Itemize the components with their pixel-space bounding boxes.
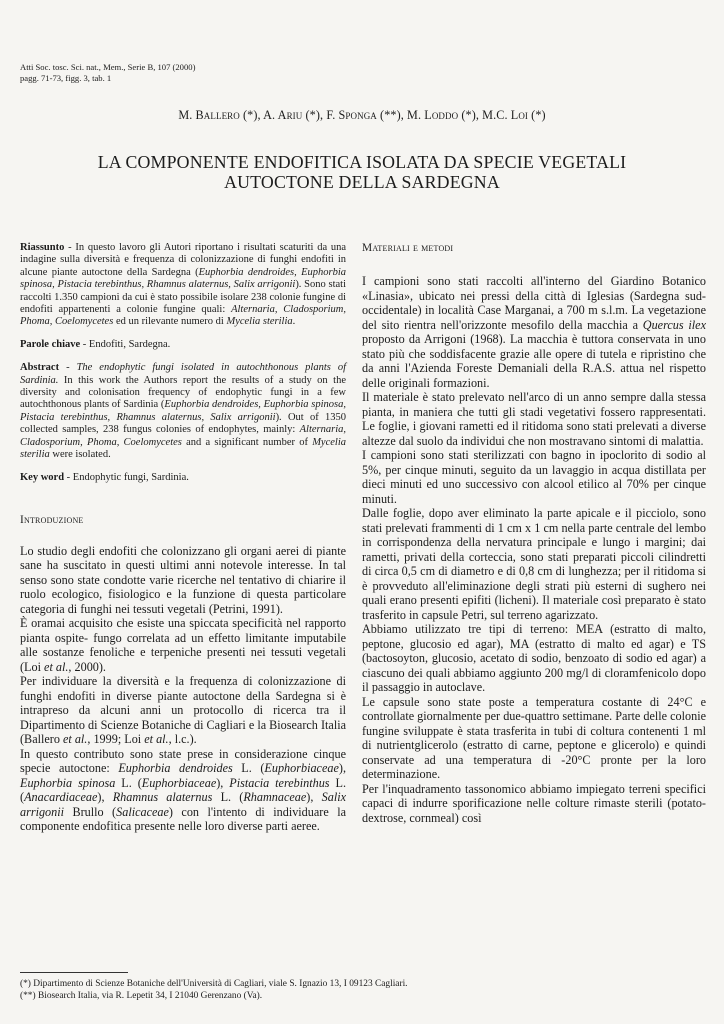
family-name: Euphorbiaceae	[264, 761, 339, 776]
intro-paragraph-4	[20, 747, 346, 834]
text: L. (	[232, 761, 265, 776]
species-list: Euphorbia dendroides, Euphorbia spinosa, Pistacia terebinthus, Rhamnus alaternus, Salix arrigonii	[20, 266, 347, 291]
methods-paragraph-4: Dalle foglie, dopo aver eliminato la parte apicale e il picciolo, sono stati prelevati frammenti di 1 cm x 1 cm nella parte centrale del lembo in corrispondenza della nervatura principale e lungo i margini; dai rametti, privati della corteccia, sono stati preparati piccoli cilindretti di circa 0,5 cm di diametro e di 0,8 cm di lunghezza; per il ritidoma si è provveduto all'eliminazione degli strati più esterni di sughero nei quali erano presenti epifiti (licheni). Il materiale così preparato è stato trasferito in capsule Petri, sul terreno agarizzato.	[362, 506, 706, 622]
genera-list: Alternaria, Cladosporium, Phoma, Coelomycetes	[20, 304, 346, 328]
methods-paragraph-7: Per l'inquadramento tassonomico abbiamo impiegato terreni specifici capaci di indurre sporificazione nelle colture rimaste sterili (potato-dextrose, cornmeal) così	[362, 781, 706, 825]
keyword-label: Key word	[20, 471, 65, 483]
parole-chiave	[20, 339, 346, 351]
family-name: Anacardiaceae	[24, 790, 98, 805]
intro-paragraph-3	[20, 674, 346, 747]
et-al: et al.	[144, 732, 169, 747]
riassunto-paragraph	[20, 242, 346, 329]
methods-paragraph-5: Abbiamo utilizzato tre tipi di terreno: MEA (estratto di malto, peptone, glucosio ed agar), MA (estratto di malto ed agar) e TS (bactosoyton, glucosio, acetato di sodio, benzoato di sodio ed agar) a ciascuno dei quali abbiamo aggiunto 200 mg/l di cloramfenicolo dopo il passaggio in autoclave.	[362, 622, 706, 694]
text: L. (	[212, 790, 244, 805]
abstract-paragraph	[20, 362, 346, 461]
text: ),	[216, 775, 230, 790]
text: - Endophytic fungi, Sardinia.	[64, 471, 189, 483]
intro-paragraph-2	[20, 616, 346, 674]
left-column	[20, 242, 346, 834]
genera-list: Alternaria, Cladosporium, Phoma, Coelomycetes	[20, 424, 346, 448]
text: L. (	[115, 775, 142, 790]
key-word	[20, 472, 346, 484]
species-name: Rhamnus alaternus	[112, 790, 213, 805]
text: ed un rilevante numero di	[113, 316, 227, 328]
footnotes	[20, 978, 408, 1002]
species-name: Salix arrigonii	[20, 790, 346, 819]
journal-line-1: Atti Soc. tosc. Sci. nat., Mem., Serie B, 107 (2000)	[20, 62, 196, 72]
paper-title	[0, 152, 724, 192]
title-line-1: LA COMPONENTE ENDOFITICA ISOLATA DA SPECIE VEGETALI	[97, 152, 627, 172]
species-list: Euphorbia dendroides, Euphorbia spinosa, Pistacia terebinthus, Rhamnus alaternus, Salix arrigonii	[20, 399, 346, 423]
text: , 1999; Loi	[87, 732, 145, 747]
text: and a significant number of	[181, 436, 313, 448]
methods-paragraph-6: Le capsule sono state poste a temperatura costante di 24°C e controllate giornalmente per due-quattro settimane. Parte delle colonie fungine sviluppate è stata trasferita in tubi di coltura contenenti 1 ml di nutrientglicerolo (estratto di carne, peptone e glicerolo) e quindi conservate ad una temperatura di -20°C pronte per la loro determinazione.	[362, 694, 706, 781]
family-name: Rhamnaceae	[243, 790, 307, 805]
text: I campioni sono stati raccolti all'interno del Giardino Botanico «Linasia», ubicato nei pressi della città di Iglesias (Sardegna sud-occidentale) in località Case Marganai, a 700 m s.l.m. La vegetazione del sito rientra nell'orizzonte mesofilo della macchia a	[362, 274, 706, 332]
text: - Endofiti, Sardegna.	[80, 338, 171, 350]
text: .	[292, 316, 296, 328]
text: , 2000).	[68, 659, 106, 674]
text: -	[59, 362, 77, 374]
text: ). Sono stati raccolti 1.350 campioni da cui è stato possibile isolare 238 colonie fungine di endofiti appartenenti a colonie fungine quali:	[20, 279, 346, 316]
right-column	[362, 242, 706, 825]
text: In this work the Authors report the results of a study on the diversity and colonisation frequency of endophytic fungi in a few autochthonous plants of Sardinia (	[20, 374, 346, 411]
methods-paragraph-3: I campioni sono stati sterilizzati con bagno in ipoclorito di sodio al 5%, per cinque minuti, seguito da un lavaggio in acqua distillata per dieci minuti ed uno successivo con alcool etilico al 70% per cinque minuti.	[362, 448, 706, 506]
author-list: M. Ballero (*), A. Ariu (*), F. Sponga (**), M. Loddo (*), M.C. Loi (*)	[178, 108, 546, 122]
text: , l.c.).	[168, 732, 197, 747]
materiali-heading: Materiali e metodi	[362, 242, 454, 254]
text: ). Out of 1350 collected samples, 238 fungus colonies of endophytes, mainly:	[20, 411, 347, 436]
footnote-2: (**) Biosearch Italia, via R. Lepetit 34, I 21040 Gerenzano (Va).	[20, 991, 263, 1001]
species-name: Quercus ilex	[642, 317, 707, 332]
methods-paragraph-1	[362, 274, 706, 390]
intro-paragraph-1: Lo studio degli endofiti che colonizzano gli organi aerei di piante sane ha suscitato in questi ultimi anni notevole interesse. In tal senso sono state condotte varie ricerche nel tentativo di chiarire il ruolo ecologico, fisiologico e la funzione di questa particolare categoria di funghi nei tessuti vegetali (Petrini, 1991).	[20, 543, 346, 616]
abstract-label: Abstract	[20, 362, 60, 374]
footnote-1: (*) Dipartimento di Scienze Botaniche dell'Università di Cagliari, viale S. Ignazio 13, I 09123 Cagliari.	[20, 979, 408, 989]
title-line-2: AUTOCTONE DELLA SARDEGNA	[224, 172, 500, 192]
text: ) con l'intento di individuare la componente endofitica presente nelle loro diverse parti aeree.	[20, 804, 346, 834]
text: - In questo lavoro gli Autori riportano i risultati scaturiti da una indagine sulla diversità e frequenza di colonizzazione di funghi endofiti in alcune piante autoctone della Sardegna (	[20, 242, 346, 278]
species-name: Pistacia terebinthus	[229, 775, 330, 790]
et-al: et al.	[44, 659, 69, 674]
methods-paragraph-2: Il materiale è stato prelevato nell'arco di un anno sempre dalla stessa pianta, in maniera che tutti gli stadi vegetativi fossero rappresentati. Le foglie, i giovani rametti ed il ritidoma sono stati prelevati a diverse altezze dal suolo da individui che non mostravano sintomi di malattia.	[362, 390, 706, 448]
journal-citation	[20, 62, 195, 84]
mycelia-term: Mycelia sterilia	[20, 436, 346, 461]
text: were isolated.	[49, 449, 111, 461]
abstract-title: The endophytic fungi isolated in autochthonous plants of Sardinia.	[20, 362, 346, 386]
introduzione-heading: Introduzione	[20, 513, 84, 526]
mycelia-term: Mycelia sterilia	[226, 316, 293, 328]
parole-label: Parole chiave	[20, 338, 81, 350]
text: proposto da Arrigoni (1968). La macchia è tuttora conservata in uno stato più che soddisfacente grazie alle opere di tutela e ripristino che da anni l'Azienda Foreste Demaniali della R.A.S. attua nel rispetto delle originali formazioni.	[362, 332, 706, 390]
journal-line-2: pagg. 71-73, figg. 3, tab. 1	[20, 73, 112, 83]
et-al: et al.	[62, 732, 88, 747]
text: In questo contributo sono state prese in considerazione cinque specie autoctone:	[20, 746, 346, 776]
text: Brullo (	[64, 804, 117, 819]
text: È oramai acquisito che esiste una spiccata specificità nel rapporto pianta ospite- fungo correlata ad un effetto limitante imputabile alle sostanze fenoliche e terpeniche presenti nei tessuti vegetali (Loi	[20, 616, 346, 674]
text: ),	[97, 790, 113, 805]
text: ),	[306, 790, 322, 805]
family-name: Euphorbiaceae	[141, 775, 217, 790]
species-name: Euphorbia dendroides	[118, 761, 233, 776]
riassunto-label: Riassunto	[20, 242, 65, 253]
species-name: Euphorbia spinosa	[20, 775, 116, 790]
footnote-rule	[20, 972, 128, 973]
text: Per individuare la diversità e la frequenza di colonizzazione di funghi endofiti in diverse piante autoctone della Sardegna si è intrapreso da alcuni anni un protocollo di ricerca tra il Dipartimento di Scienze Botaniche di Cagliari e la Biosearch Italia (Ballero	[20, 674, 346, 747]
text: L. (	[20, 775, 346, 805]
text: ),	[338, 761, 346, 776]
family-name: Salicaceae	[116, 804, 169, 819]
